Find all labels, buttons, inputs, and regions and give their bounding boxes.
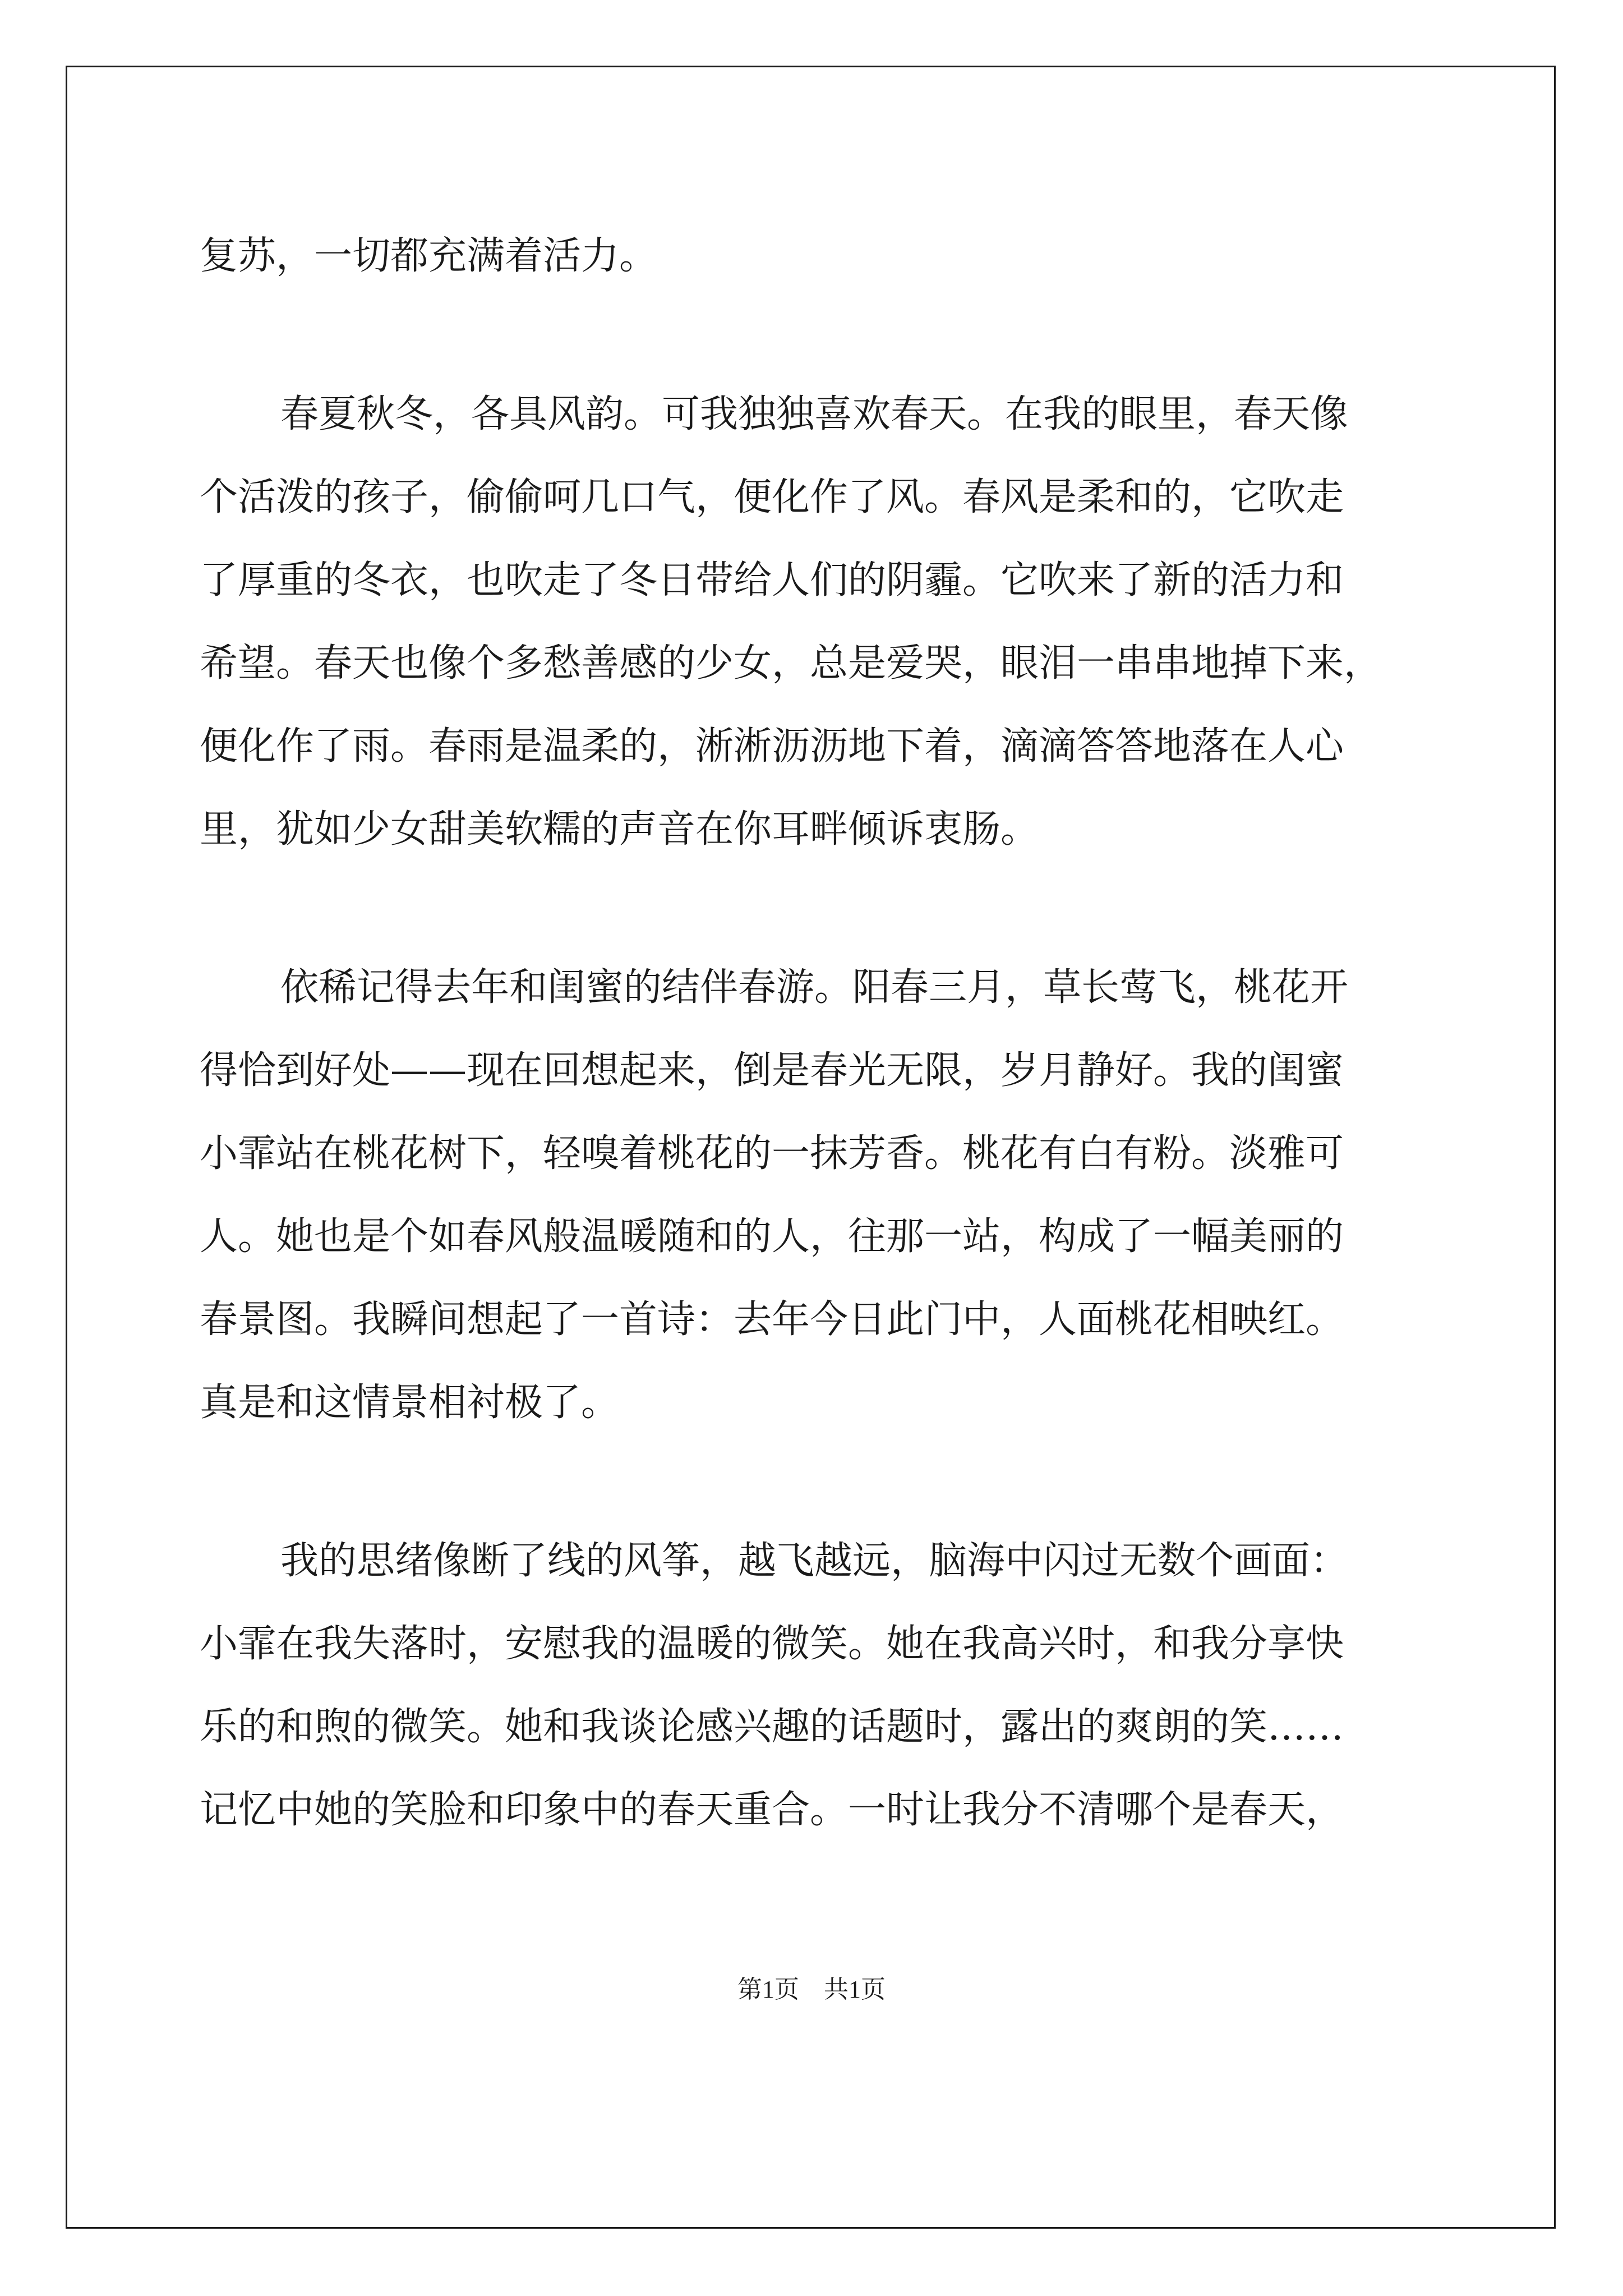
document-body (200, 215, 1433, 1852)
text-line: 真是和这情景相衬极了。 (200, 1381, 620, 1425)
text-line: 人。她也是个如春风般温暖随和的人，往那一站，构成了一幅美丽的 (200, 1214, 1344, 1259)
text-line: 希望。春天也像个多愁善感的少女，总是爱哭，眼泪一串串地掉下来， (200, 641, 1382, 685)
text-line: 依稀记得去年和闺蜜的结伴春游。阳春三月，草长莺飞，桃花开 (280, 965, 1349, 1010)
page-number: 第1页 (737, 1976, 799, 2003)
text-line: 个活泼的孩子，偷偷呵几口气，便化作了风。春风是柔和的，它吹走 (200, 475, 1344, 519)
text-line: 我的思绪像断了线的风筝，越飞越远，脑海中闪过无数个画面： (280, 1539, 1349, 1583)
text-line: 得恰到好处——现在回想起来，倒是春光无限，岁月静好。我的闺蜜 (200, 1048, 1344, 1093)
page-total: 共1页 (824, 1976, 886, 2003)
text-line: 小霏在我失落时，安慰我的温暖的微笑。她在我高兴时，和我分享快 (200, 1622, 1344, 1666)
text-line: 里，犹如少女甜美软糯的声音在你耳畔倾诉衷肠。 (200, 807, 1039, 852)
text-line: 便化作了雨。春雨是温柔的，淅淅沥沥地下着，滴滴答答地落在人心 (200, 724, 1344, 769)
text-line: 春夏秋冬，各具风韵。可我独独喜欢春天。在我的眼里，春天像 (280, 392, 1349, 436)
text-line: 乐的和煦的微笑。她和我谈论感兴趣的话题时，露出的爽朗的笑…… (200, 1705, 1344, 1749)
text-line: 记忆中她的笑脸和印象中的春天重合。一时让我分不清哪个是春天， (200, 1788, 1344, 1832)
text-line: 了厚重的冬衣，也吹走了冬日带给人们的阴霾。它吹来了新的活力和 (200, 558, 1344, 602)
page-footer (0, 1969, 1623, 2005)
text-line: 春景图。我瞬间想起了一首诗：去年今日此门中，人面桃花相映红。 (200, 1297, 1344, 1342)
text-line: 复苏，一切都充满着活力。 (200, 234, 658, 278)
text-line: 小霏站在桃花树下，轻嗅着桃花的一抹芳香。桃花有白有粉。淡雅可 (200, 1131, 1344, 1176)
